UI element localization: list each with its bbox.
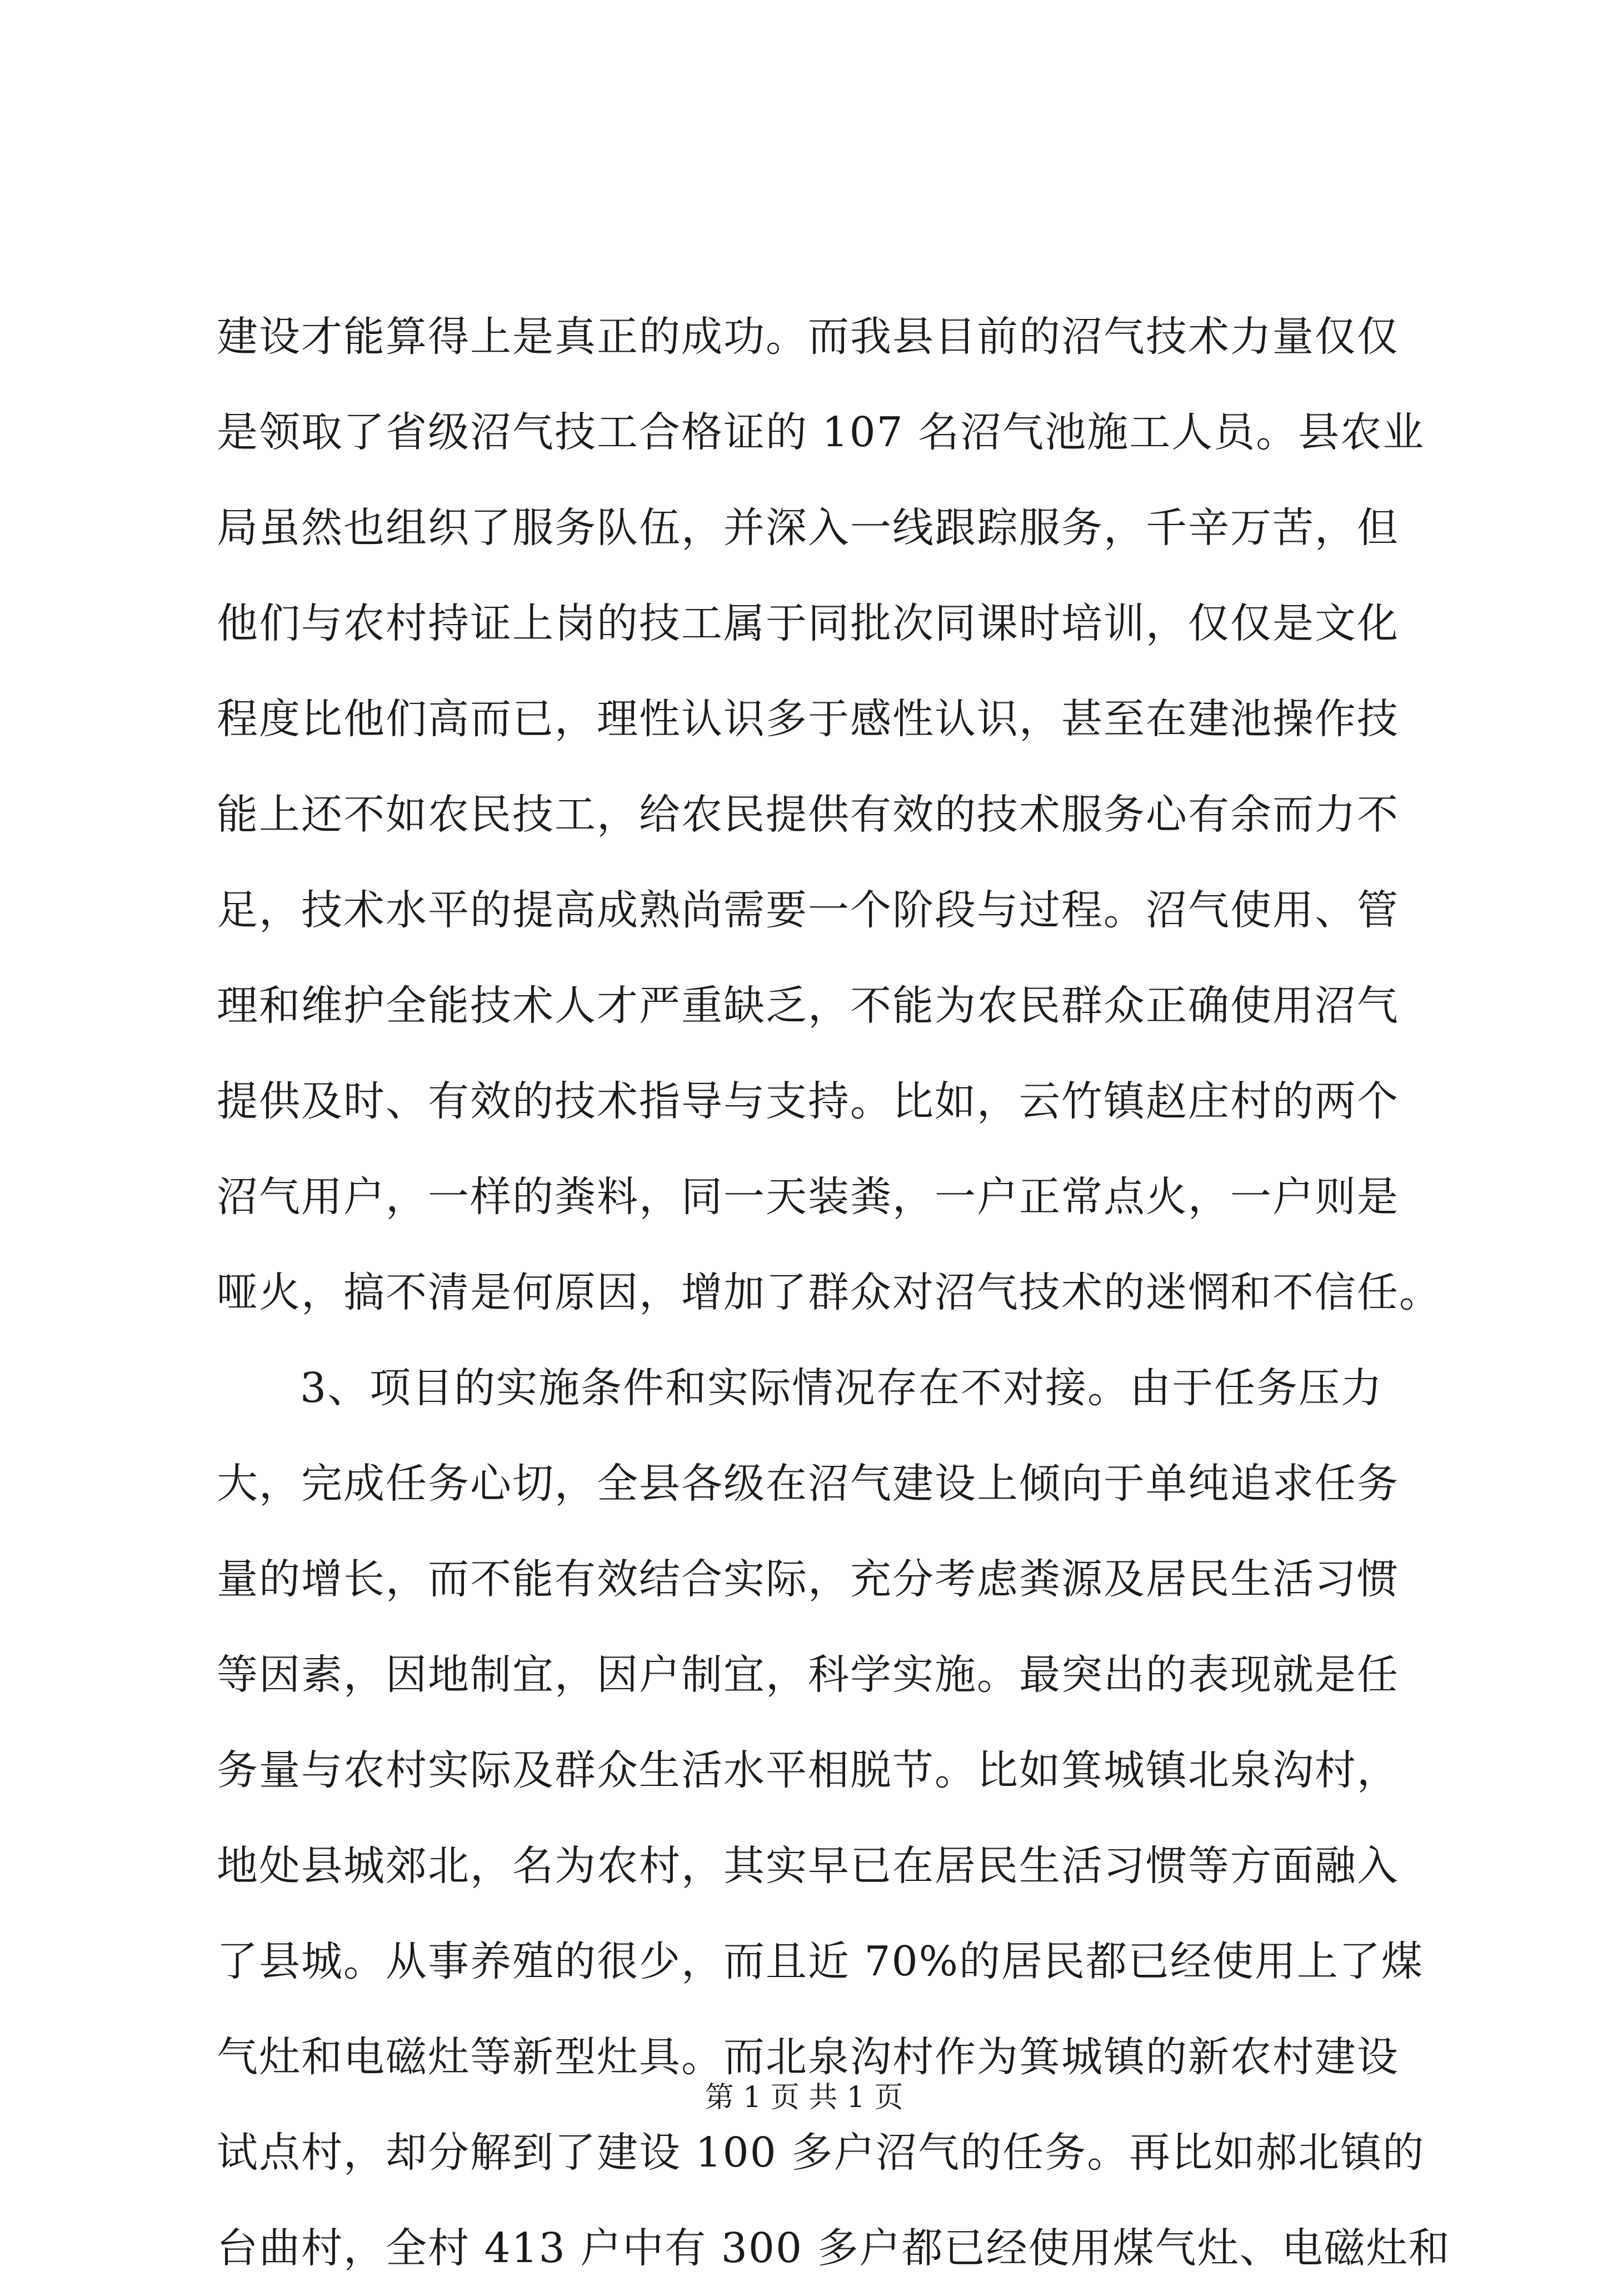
text-line: 地处县城郊北，名为农村，其实早已在居民生活习惯等方面融入: [217, 1842, 1399, 1890]
text-line: 理和维护全能技术人才严重缺乏，不能为农民群众正确使用沼气: [217, 982, 1399, 1030]
text-line: 台曲村，全村 413 户中有 300 多户都已经使用煤气灶、电磁灶和: [217, 2224, 1451, 2272]
text-line: 局虽然也组织了服务队伍，并深入一线跟踪服务，千辛万苦，但: [217, 504, 1399, 552]
text-line: 建设才能算得上是真正的成功。而我县目前的沼气技术力量仅仅: [217, 313, 1399, 361]
text-line: 哑火，搞不清是何原因，增加了群众对沼气技术的迷惘和不信任。: [217, 1269, 1441, 1316]
text-line: 能上还不如农民技工，给农民提供有效的技术服务心有余而力不: [217, 791, 1399, 838]
text-line: 大，完成任务心切，全县各级在沼气建设上倾向于单纯追求任务: [217, 1460, 1399, 1508]
text-line: 他们与农村持证上岗的技工属于同批次同课时培训，仅仅是文化: [217, 600, 1399, 647]
text-line: 程度比他们高而已，理性认识多于感性认识，甚至在建池操作技: [217, 695, 1399, 743]
text-line: 务量与农村实际及群众生活水平相脱节。比如箕城镇北泉沟村，: [217, 1746, 1399, 1794]
text-line: 量的增长，而不能有效结合实际，充分考虑粪源及居民生活习惯: [217, 1555, 1399, 1603]
paragraph-start-line: 3、项目的实施条件和实际情况存在不对接。由于任务压力: [300, 1364, 1384, 1412]
text-line: 是领取了省级沼气技工合格证的 107 名沼气池施工人员。县农业: [217, 408, 1425, 456]
text-line: 试点村，却分解到了建设 100 多户沼气的任务。再比如郝北镇的: [217, 2129, 1425, 2177]
text-line: 了县城。从事养殖的很少，而且近 70%的居民都已经使用上了煤: [217, 1938, 1424, 1985]
text-line: 提供及时、有效的技术指导与支持。比如，云竹镇赵庄村的两个: [217, 1077, 1399, 1125]
text-line: 足，技术水平的提高成熟尚需要一个阶段与过程。沼气使用、管: [217, 886, 1399, 934]
text-line: 气灶和电磁灶等新型灶具。而北泉沟村作为箕城镇的新农村建设: [217, 2033, 1399, 2081]
text-line: 沼气用户，一样的粪料，同一天装粪，一户正常点火，一户则是: [217, 1173, 1399, 1221]
page-footer: 第 1 页 共 1 页: [705, 2081, 903, 2114]
text-line: 等因素，因地制宜，因户制宜，科学实施。最突出的表现就是任: [217, 1651, 1399, 1699]
document-body: [217, 289, 1451, 2296]
